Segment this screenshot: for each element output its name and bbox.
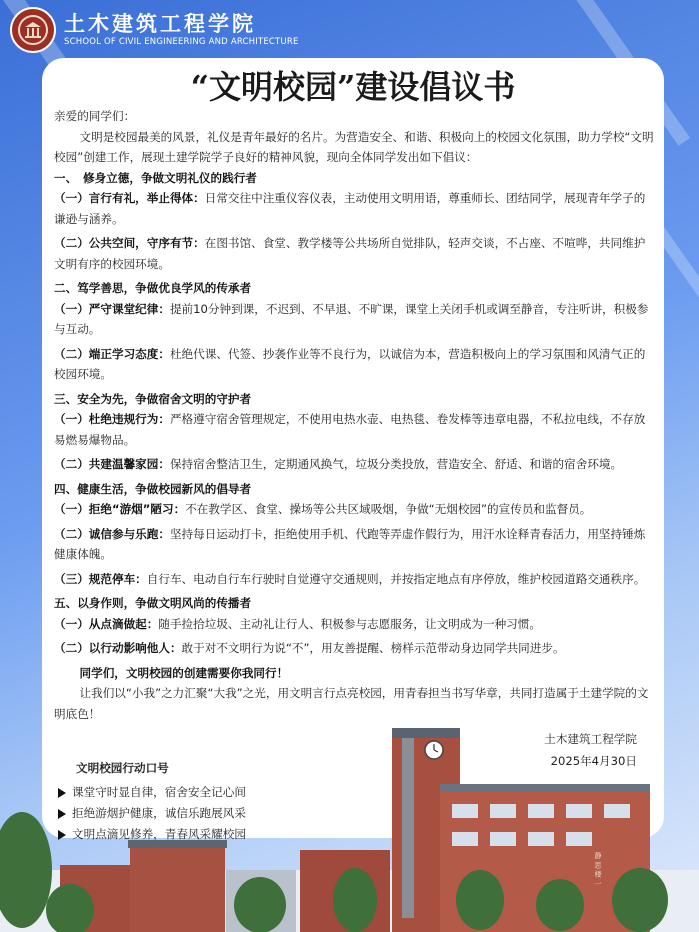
closing-paragraph: 让我们以“小我”之力汇聚“大我”之光，用文明言行点亮校园，用青春担当书写华章，共同打造属于土建学院的文明底色！ [54,686,649,721]
section-item: （一）言行有礼，举止得体：日常交往中注重仪容仪表，主动使用文明用语，尊重师长、团结同学，展现青年学子的谦逊与涵养。 [54,191,646,226]
greeting: 亲爱的同学们： [54,109,136,123]
building-seal-icon [23,20,43,40]
section-heading: 三、安全为先，争做宿舍文明的守护者 [54,391,252,406]
section-heading: 二、笃学善思，争做优良学风的传承者 [54,281,252,295]
section-item: （一）从点滴做起：随手捡拾垃圾、主动礼让行人、积极参与志愿服务，让文明成为一种习惯。 [54,616,541,631]
signature-org: 土木建筑工程学院 [544,732,637,746]
slogan-item: 课堂守时显自律，宿舍安全记心间 [58,782,318,803]
section-item: （二）以行动影响他人：敢于对不文明行为说“不”，用友善提醒、榜样示范带动身边同学共同进步。 [54,641,565,655]
section-heading: 一、 修身立德，争做文明礼仪的践行者 [54,170,257,185]
page-title: “文明校园”建设倡议书 [190,68,516,106]
section-item: （三）规范停车：自行车、电动自行车行驶时自觉遵守交通规则，并按指定地点有序停放，维护校园道路交通秩序。 [54,571,646,586]
section-item: （一）杜绝违规行为：严格遵守宿舍管理规定，不使用电热水壶、电热毯、卷发棒等违章电器，不私拉电线，不存放易燃易爆物品。 [54,412,646,447]
signature-date: 2025年4月30日 [550,754,637,768]
section-item: （二）端正学习态度：杜绝代课、代签、抄袭作业等不良行为，以诚信为本，营造积极向上的学习氛围和风清气正的校园环境。 [54,346,646,381]
slogan-box [58,758,318,845]
school-header [10,6,310,54]
section-heading: 五、以身作则，争做文明风尚的传播者 [54,596,252,610]
slogan-item: 文明点滴见修养，青春风采耀校园 [58,824,318,845]
slogan-title: 文明校园行动口号 [76,761,169,775]
section-item: （二）公共空间，守序有节：在图书馆、食堂、教学楼等公共场所自觉排队，轻声交谈，不占座、不喧哗，共同维护文明有序的校园环境。 [54,236,646,271]
triangle-bullet-icon [58,788,66,798]
closing-call: 同学们，文明校园的创建需要你我同行！ [79,665,289,680]
triangle-bullet-icon [58,830,66,840]
school-name-en: SCHOOL OF CIVIL ENGINEERING AND ARCHITECTURE [64,37,299,47]
section-item: （二）共建温馨家园：保持宿舍整洁卫生，定期通风换气，垃圾分类投放，营造安全、舒适、和谐的宿舍环境。 [54,457,623,471]
school-name-cn: 土木建筑工程学院 [64,11,256,36]
triangle-bullet-icon [58,809,66,819]
proposal-body [54,106,656,724]
section-item: （一）拒绝“游烟”陋习：不在教学区、食堂、操场等公共区域吸烟，争做“无烟校园”的宣传员和监督员。 [54,502,592,516]
building-sign: 静 思 楼 一 [594,852,602,887]
section-item: （一）严守课堂纪律：提前10分钟到课，不迟到、不早退、不旷课，课堂上关闭手机或调至静音，专注听讲，积极参与互动。 [54,301,649,336]
slogan-item: 拒绝游烟护健康，诚信乐跑展风采 [58,803,318,824]
intro-paragraph: 文明是校园最美的风景，礼仪是青年最好的名片。为营造安全、和谐、积极向上的校园文化氛围，助力学校“文明校园”创建工作，展现土建学院学子良好的精神风貌，现向全体同学发出如下倡议： [54,129,654,164]
section-heading: 四、健康生活，争做校园新风的倡导者 [54,481,252,496]
section-item: （二）诚信参与乐跑：坚持每日运动打卡，拒绝使用手机、代跑等弄虚作假行为，用汗水诠释青春活力，用坚持锤炼健康体魄。 [54,526,646,561]
signature-block [544,728,637,772]
school-logo [10,7,56,53]
